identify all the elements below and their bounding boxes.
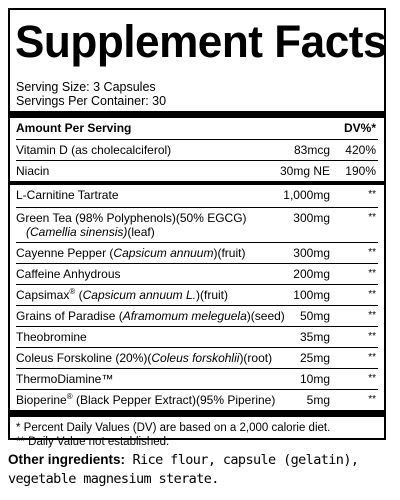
table-row: L-Carnitine Tartrate 1,000mg ** <box>16 185 378 208</box>
table-row: Grains of Paradise (Aframomum meleguela)(seed) 50mg ** <box>16 306 378 327</box>
other-ingredients <box>8 450 394 489</box>
table-row: Coleus Forskoline (20%)(Coleus forskohlii)(root) 25mg ** <box>16 348 378 369</box>
table-row: Vitamin D (as cholecalciferol) 83mcg 420% <box>16 140 378 161</box>
serving-size: Serving Size: 3 Capsules <box>16 80 156 94</box>
table-row: Theobromine 35mg ** <box>16 327 378 348</box>
table-row: Green Tea (98% Polyphenols)(50% EGCG) (Camellia sinensis)(leaf) 300mg ** <box>16 208 378 243</box>
table-header <box>16 118 378 140</box>
serving-info <box>16 80 378 108</box>
footnote-dv: * Percent Daily Values (DV) are based on a 2,000 calorie diet. <box>16 422 331 434</box>
amount-per-serving-label: Amount Per Serving <box>16 121 132 135</box>
thick-divider <box>10 111 384 118</box>
table-row: Capsimax® (Capsicum annuum L.)(fruit) 100mg ** <box>16 285 378 306</box>
dv-header-label: DV%* <box>343 121 376 135</box>
table-row: Bioperine® (Black Pepper Extract)(95% Piperine) 5mg ** <box>16 392 376 407</box>
table-row: Caffeine Anhydrous 200mg ** <box>16 264 378 285</box>
table-row: Cayenne Pepper (Capsicum annuum)(fruit) 300mg ** <box>16 243 378 264</box>
thick-divider <box>10 410 384 417</box>
footnote-not-established: ** Daily Value not established. <box>16 436 170 448</box>
other-ingredients-text: Rice flour, capsule (gelatin), vegetable magnesium sterate. <box>8 452 359 487</box>
table-row: ThermoDiamine™ 10mg ** <box>16 369 378 390</box>
servings-per-container: Servings Per Container: 30 <box>16 94 167 108</box>
other-ingredients-label: Other ingredients: <box>8 452 126 467</box>
panel-title: Supplement Facts <box>15 16 387 67</box>
footnotes <box>16 421 378 449</box>
table-row: Niacin 30mg NE 190% <box>16 164 376 178</box>
supplement-facts-panel <box>8 8 387 448</box>
